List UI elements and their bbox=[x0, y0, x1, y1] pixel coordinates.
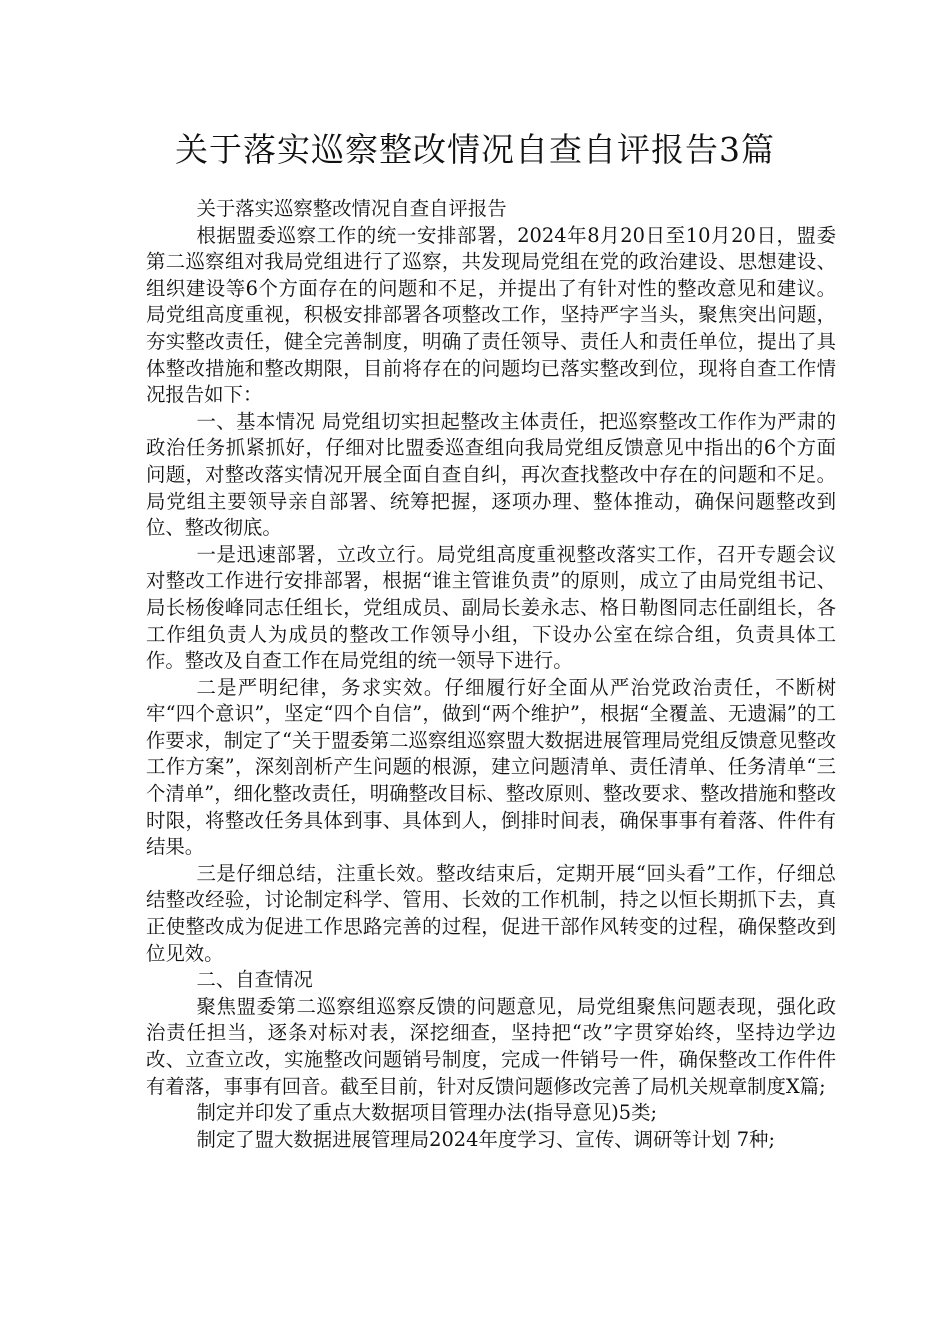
report-subtitle: 关于落实巡察整改情况自查自评报告 bbox=[196, 197, 507, 220]
section-heading-self-check: 二、自查情况 bbox=[196, 968, 313, 992]
strict-discipline-paragraph: 二是严明纪律，务求实效。仔细履行好全面从严治党政治责任，不断树牢“四个意识”，坚定“四个自信”，做到“两个维护”，根据“全覆盖、无遗漏”的工作要求，制定了“关于盟委第二巡察组巡察盟大数据进展管理局党组反馈意见整改工作方案”，深刻剖析产生问题的根源，建立问题清单、责任清单、任务清单“三个清单”，细化整改责任，明确整改目标、整改原则、整改要求、整改措施和整改时限，将整改任务具体到事、具体到人，倒排时间表，确保事事有着落、件件有结果。 bbox=[146, 675, 836, 859]
self-check-paragraph: 聚焦盟委第二巡察组巡察反馈的问题意见，局党组聚焦问题表现，强化政治责任担当，逐条对标对表，深挖细查，坚持把“改”字贯穿始终，坚持边学边改、立查立改，实施整改问题销号制度，完成一件销号一件，确保整改工作件件有着落，事事有回音。截至目前，针对反馈问题修改完善了局机关规章制度X篇; bbox=[146, 994, 836, 1098]
measures-item-2: 制定了盟大数据进展管理局2024年度学习、宣传、调研等计划 7种; bbox=[196, 1127, 775, 1151]
document-body bbox=[146, 196, 836, 1153]
rapid-deployment-paragraph: 一是迅速部署，立改立行。局党组高度重视整改落实工作，召开专题会议对整改工作进行安排部署，根据“谁主管谁负责”的原则，成立了由局党组书记、局长杨俊峰同志任组长，党组成员、副局长姜永志、格日勒图同志任副组长，各工作组负责人为成员的整改工作领导小组，下设办公室在综合组，负责具体工作。整改及自查工作在局党组的统一领导下进行。 bbox=[146, 542, 836, 673]
intro-paragraph: 根据盟委巡察工作的统一安排部署，2024年8月20日至10月20日，盟委第二巡察组对我局党组进行了巡察，共发现局党组在党的政治建设、思想建设、组织建设等6个方面存在的问题和不足，并提出了有针对性的整改意见和建议。局党组高度重视，积极安排部署各项整改工作，坚持严字当头，聚焦突出问题，夯实整改责任，健全完善制度，明确了责任领导、责任人和责任单位，提出了具体整改措施和整改期限，目前将存在的问题均已落实整改到位，现将自查工作情况报告如下： bbox=[146, 223, 836, 407]
measures-item-1: 制定并印发了重点大数据项目管理办法(指导意见)5类; bbox=[196, 1101, 658, 1125]
careful-summary-paragraph: 三是仔细总结，注重长效。整改结束后，定期开展“回头看”工作，仔细总结整改经验，讨论制定科学、管用、长效的工作机制，持之以恒长期抓下去，真正使整改成为促进工作思路完善的过程，促进干部作风转变的过程，确保整改到位见效。 bbox=[146, 861, 836, 965]
document-title: 关于落实巡察整改情况自查自评报告3篇 bbox=[175, 130, 775, 169]
basic-situation-paragraph: 一、基本情况 局党组切实担起整改主体责任，把巡察整改工作作为严肃的政治任务抓紧抓好，仔细对比盟委巡查组向我局党组反馈意见中指出的6个方面问题，对整改落实情况开展全面自查自纠，再次查找整改中存在的问题和不足。局党组主要领导亲自部署、统筹把握，逐项办理、整体推动，确保问题整改到位、整改彻底。 bbox=[146, 409, 836, 540]
